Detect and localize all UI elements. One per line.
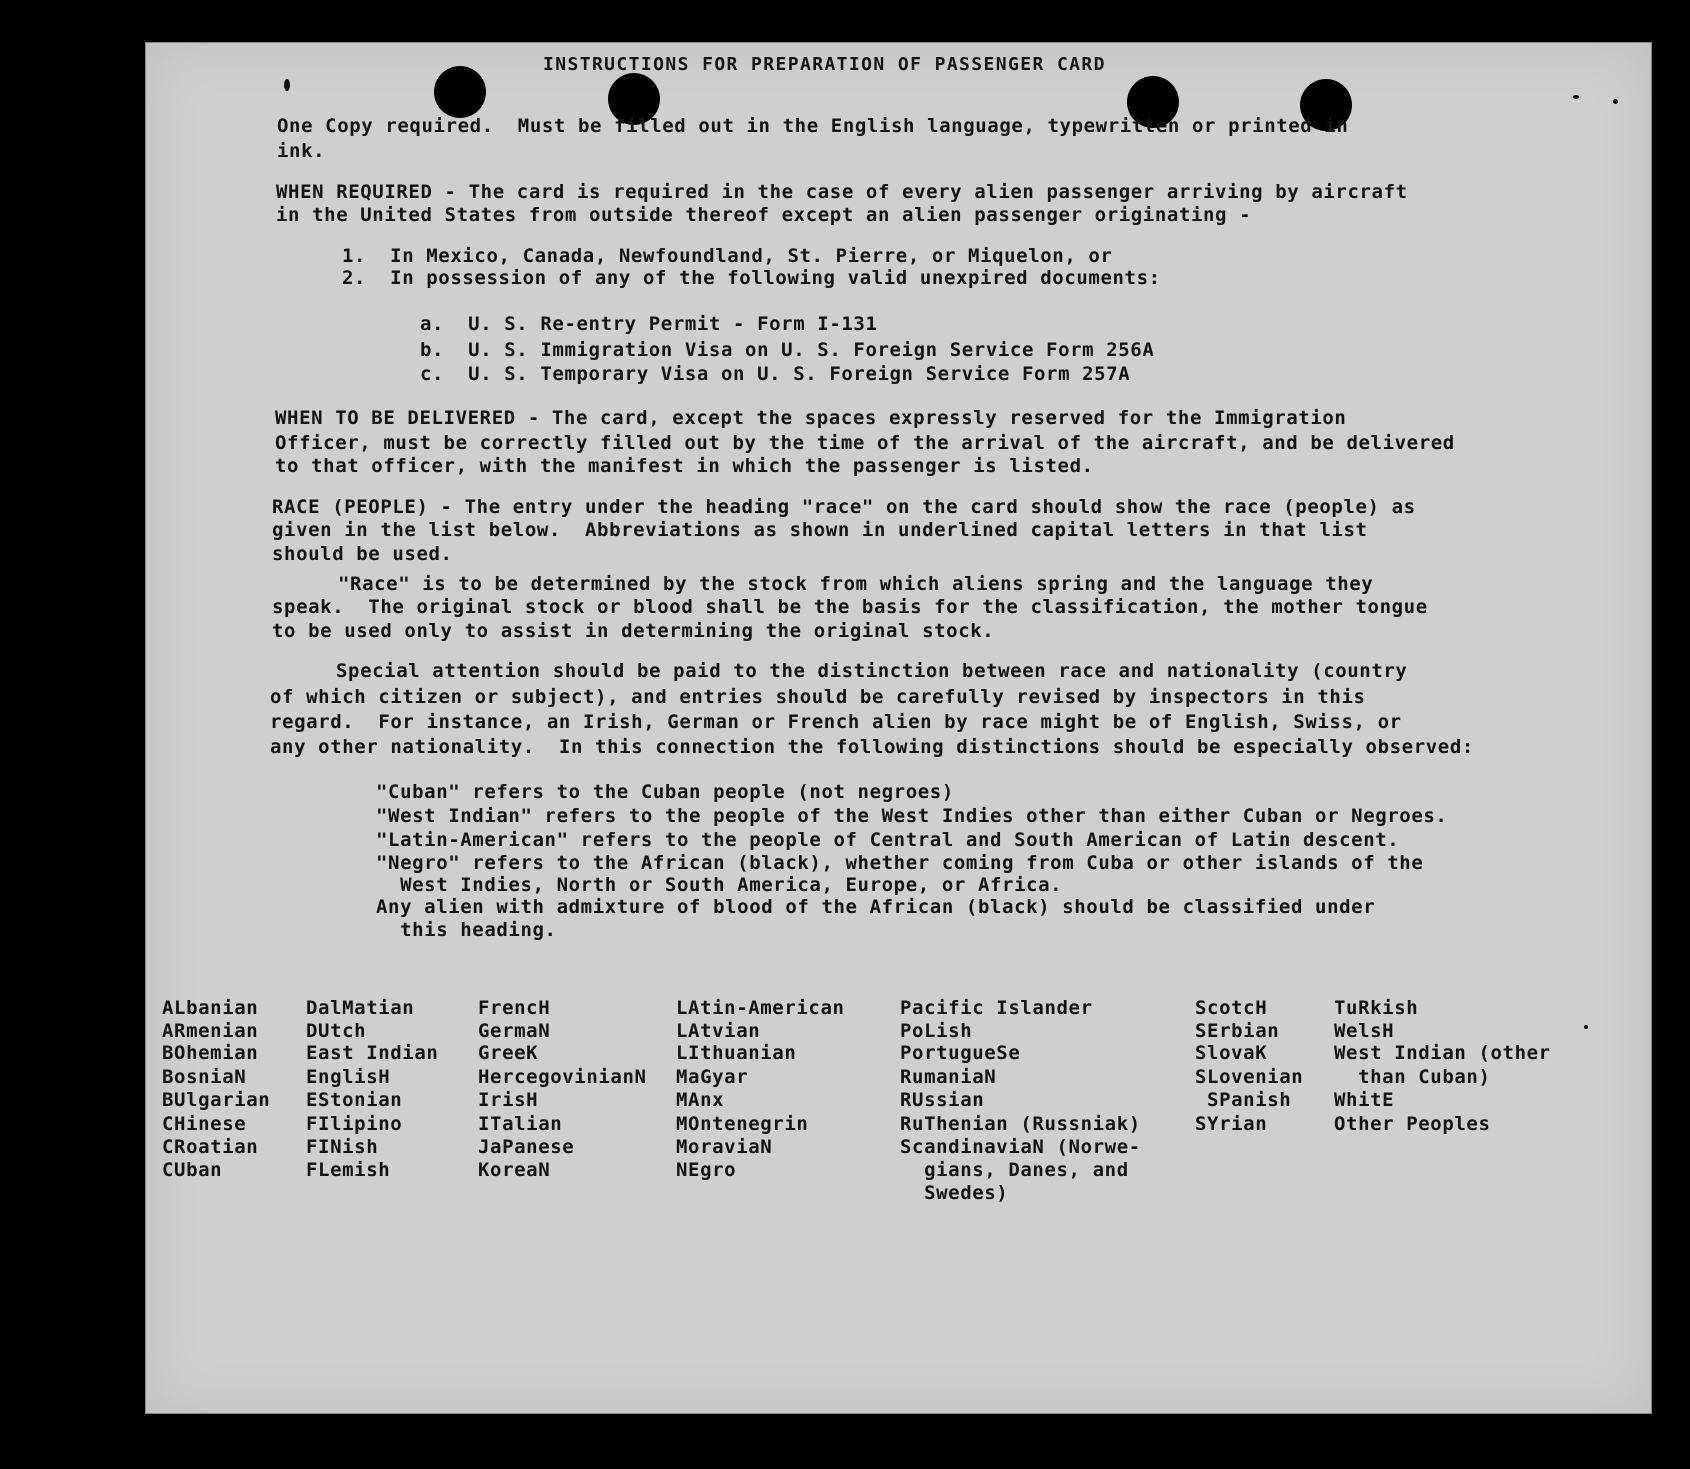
punch-hole [434,66,486,118]
race-item: Swedes) [900,1182,1009,1204]
race-definition-line: speak. The original stock or blood shall be the basis for the classification, the mother tongue [272,596,1428,618]
race-item: DalMatian [306,997,415,1019]
distinction-line: this heading. [376,919,557,941]
race-definition-line: to be used only to assist in determining the original stock. [272,620,995,642]
special-attention-line: Special attention should be paid to the distinction between race and nationality (country [336,660,1408,682]
race-item: FLemish [306,1159,391,1181]
race-item: LIthuanian [676,1042,797,1064]
when-required-line: in the United States from outside thereof except an alien passenger originating - [276,204,1252,226]
race-item: GreeK [478,1042,539,1064]
speck [284,79,290,91]
race-item: FrencH [478,997,551,1019]
race-item: KoreaN [478,1159,551,1181]
race-item: SYrian [1195,1113,1268,1135]
document-subitem: a. U. S. Re-entry Permit - Form I-131 [420,313,878,335]
race-item: NEgro [676,1159,737,1181]
race-item: MoraviaN [676,1136,773,1158]
race-item: RumaniaN [900,1066,997,1088]
race-item: gians, Danes, and [900,1159,1129,1181]
race-item: MOntenegrin [676,1113,809,1135]
race-item: PoLish [900,1020,973,1042]
race-item: East Indian [306,1042,439,1064]
race-item: ScandinaviaN (Norwe- [900,1136,1141,1158]
page-title: INSTRUCTIONS FOR PREPARATION OF PASSENGER CARD [543,54,1106,75]
race-item: ITalian [478,1113,563,1135]
race-line: RACE (PEOPLE) - The entry under the heading "race" on the card should show the race (people) as [272,496,1416,518]
document-subitem: c. U. S. Temporary Visa on U. S. Foreign Service Form 257A [420,363,1131,385]
race-line: should be used. [272,543,453,565]
special-attention-line: regard. For instance, an Irish, German or French alien by race might be of English, Swiss, or [270,711,1402,733]
race-item: Other Peoples [1334,1113,1491,1135]
distinction-line: Any alien with admixture of blood of the African (black) should be classified under [376,896,1376,918]
race-item: HercegovinianN [478,1066,647,1088]
race-item: WelsH [1334,1020,1395,1042]
race-item: RUssian [900,1089,985,1111]
race-item: BosniaN [162,1066,247,1088]
speck [1613,99,1618,104]
race-item: LAtvian [676,1020,761,1042]
distinction-line: West Indies, North or South America, Europe, or Africa. [376,874,1063,896]
race-line: given in the list below. Abbreviations as shown in underlined capital letters in that list [272,519,1368,541]
special-attention-line: of which citizen or subject), and entries should be carefully revised by inspectors in this [270,686,1366,708]
distinction-line: "Negro" refers to the African (black), whether coming from Cuba or other islands of the [376,852,1424,874]
race-item: West Indian (other [1334,1042,1551,1064]
distinction-line: "West Indian" refers to the people of the West Indies other than either Cuban or Negroes. [376,805,1448,827]
race-item: SErbian [1195,1020,1280,1042]
race-definition-line: "Race" is to be determined by the stock from which aliens spring and the language they [338,573,1374,595]
race-item: FIlipino [306,1113,403,1135]
document-subitem: b. U. S. Immigration Visa on U. S. Foreign Service Form 256A [420,339,1155,361]
race-item: SlovaK [1195,1042,1268,1064]
race-item: MAnx [676,1089,725,1111]
race-item: SLovenian [1195,1066,1304,1088]
race-item: CUban [162,1159,223,1181]
when-required-line: WHEN REQUIRED - The card is required in the case of every alien passenger arriving by aircraft [276,181,1408,203]
race-item: CHinese [162,1113,247,1135]
race-item: than Cuban) [1334,1066,1491,1088]
race-item: WhitE [1334,1089,1395,1111]
when-required-item: 2. In possession of any of the following valid unexpired documents: [342,267,1161,289]
race-item: BOhemian [162,1042,259,1064]
race-item: BUlgarian [162,1089,271,1111]
race-item: IrisH [478,1089,539,1111]
intro-line: One Copy required. Must be filled out in the English language, typewritten or printed in [277,115,1349,137]
when-delivered-line: to that officer, with the manifest in which the passenger is listed. [275,455,1094,477]
race-item: ALbanian [162,997,259,1019]
race-item: EStonian [306,1089,403,1111]
race-item: RuThenian (Russniak) [900,1113,1141,1135]
race-item: JaPanese [478,1136,575,1158]
race-item: FINish [306,1136,379,1158]
distinction-line: "Latin-American" refers to the people of Central and South American of Latin descent. [376,829,1400,851]
speck [1573,95,1579,99]
race-item: LAtin-American [676,997,845,1019]
race-item: EnglisH [306,1066,391,1088]
race-item: ScotcH [1195,997,1268,1019]
special-attention-line: any other nationality. In this connection the following distinctions should be especially observed: [270,736,1474,758]
race-item: TuRkish [1334,997,1419,1019]
when-required-item: 1. In Mexico, Canada, Newfoundland, St. Pierre, or Miquelon, or [342,245,1113,267]
race-item: GermaN [478,1020,551,1042]
race-item: SPanish [1195,1089,1292,1111]
speck [1584,1025,1588,1029]
distinction-line: "Cuban" refers to the Cuban people (not negroes) [376,781,954,803]
race-item: CRoatian [162,1136,259,1158]
when-delivered-line: Officer, must be correctly filled out by the time of the arrival of the aircraft, and be delivered [275,432,1455,454]
race-item: PortugueSe [900,1042,1021,1064]
race-item: Pacific Islander [900,997,1093,1019]
race-item: MaGyar [676,1066,749,1088]
race-item: ARmenian [162,1020,259,1042]
intro-line: ink. [277,140,326,162]
when-delivered-line: WHEN TO BE DELIVERED - The card, except the spaces expressly reserved for the Immigration [275,407,1347,429]
race-item: DUtch [306,1020,367,1042]
